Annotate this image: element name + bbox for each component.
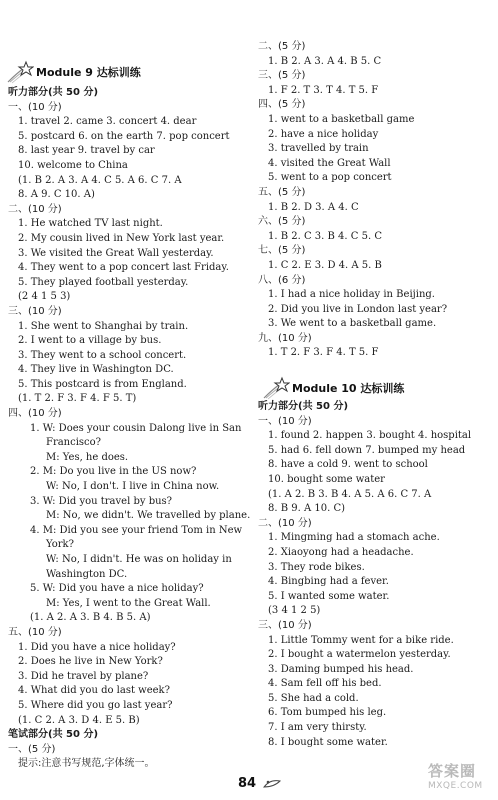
answer-line: 8. last year 9. travel by car	[18, 145, 155, 157]
section-heading: 一、(10 分)	[8, 101, 62, 113]
answer-line: (1. T 2. F 3. F 4. F 5. T)	[18, 393, 137, 405]
section-heading: 一、(10 分)	[258, 415, 312, 427]
section-heading: 八、(6 分)	[258, 274, 306, 286]
answer-line: 2. My cousin lived in New York last year.	[18, 232, 225, 244]
answer-line: 10. welcome to China	[18, 159, 128, 171]
answer-line: 1. W: Does your cousin Dalong live in San	[30, 422, 242, 434]
answer-line: 3. We visited the Great Wall yesterday.	[18, 247, 214, 259]
answer-line: 5. W: Did you have a nice holiday?	[30, 583, 204, 595]
answer-line: (1. A 2. B 3. B 4. A 5. A 6. C 7. A	[268, 488, 432, 500]
leaf-ornament-icon	[262, 777, 282, 791]
answer-line: 1. He watched TV last night.	[18, 218, 163, 230]
answer-line: 1. Mingming had a stomach ache.	[268, 532, 440, 544]
answer-line: 1. B 2. A 3. A 4. B 5. C	[268, 55, 382, 67]
page-number: 84	[238, 776, 257, 791]
answer-line: 5. This postcard is from England.	[18, 378, 187, 390]
answer-line: 3. They went to a school concert.	[18, 349, 187, 361]
section-heading: 一、(5 分)	[8, 743, 56, 755]
section-heading: 七、(5 分)	[258, 245, 306, 257]
answer-line: 8. have a cold 9. went to school	[268, 459, 428, 471]
answer-line: (2 4 1 5 3)	[18, 291, 71, 303]
answer-line: 4. They live in Washington DC.	[18, 364, 174, 376]
answer-line: 8. I bought some water.	[268, 736, 388, 748]
answer-line: 5. They played football yesterday.	[18, 276, 189, 288]
answer-line: 3. We went to a basketball game.	[268, 318, 437, 330]
answer-line: 4. Sam fell off his bed.	[268, 678, 382, 690]
answer-line: 5. went to a pop concert	[268, 172, 392, 184]
answer-line: W: No, I didn't. He was on holiday in	[46, 554, 232, 565]
answer-line: 4. M: Did you see your friend Tom in New	[30, 524, 243, 536]
answer-line: 1. F 2. T 3. T 4. T 5. F	[268, 84, 379, 96]
module10-body	[258, 400, 492, 750]
answer-line: 1. found 2. happen 3. bought 4. hospital	[268, 430, 472, 442]
answer-line: 1. Little Tommy went for a bike ride.	[268, 634, 454, 646]
section-heading: 三、(5 分)	[258, 70, 306, 82]
answer-line: 1. Did you have a nice holiday?	[18, 641, 176, 653]
answer-line: 5. had 6. fell down 7. bumped my head	[268, 444, 466, 456]
answer-line: 1. C 2. E 3. D 4. A 5. B	[268, 259, 382, 271]
answer-line: 6. Tom bumped his leg.	[268, 707, 387, 719]
section-heading: 六、(5 分)	[258, 216, 306, 228]
listening-header: 听力部分(共 50 分)	[8, 87, 99, 98]
watermark-logo: 答案圈 MXQE.COM	[428, 762, 483, 791]
left-column	[8, 86, 251, 772]
answer-line: 2. M: Do you live in the US now?	[30, 466, 197, 478]
section-heading: 三、(10 分)	[258, 619, 312, 631]
module9-heading	[6, 60, 141, 84]
section-heading: 三、(10 分)	[8, 305, 62, 317]
answer-line: M: Yes, he does.	[46, 451, 129, 463]
answer-line: 8. A 9. C 10. A)	[18, 189, 95, 201]
answer-line: 7. I am very thirsty.	[268, 722, 367, 734]
answer-line: York?	[46, 539, 74, 551]
writing-tip: 提示:注意书写规范,字体统一。	[18, 758, 155, 770]
answer-line: 5. She had a cold.	[268, 692, 359, 704]
section-heading: 四、(10 分)	[8, 408, 62, 420]
answer-line: 2. Does he live in New York?	[18, 656, 163, 668]
listening-header: 听力部分(共 50 分)	[258, 401, 349, 412]
section-heading: 五、(5 分)	[258, 186, 306, 198]
answer-line: (1. B 2. A 3. A 4. C 5. A 6. C 7. A	[18, 174, 182, 186]
writing-header: 笔试部分(共 50 分)	[8, 729, 99, 741]
answer-line: 3. Daming bumped his head.	[268, 663, 414, 675]
module9-title: Module 9 达标训练	[36, 66, 141, 79]
section-heading: 二、(10 分)	[8, 203, 62, 215]
section-heading: 九、(10 分)	[258, 332, 312, 344]
answer-line: M: Yes, I went to the Great Wall.	[46, 597, 211, 609]
answer-line: 1. went to a basketball game	[268, 113, 415, 125]
answer-line: 1. travel 2. came 3. concert 4. dear	[18, 116, 197, 128]
answer-line: 4. Bingbing had a fever.	[268, 576, 389, 588]
answer-line: W: No, I don't. I live in China now.	[46, 481, 220, 493]
answer-line: 3. They rode bikes.	[268, 561, 365, 573]
answer-line: 2. Xiaoyong had a headache.	[268, 546, 414, 558]
answer-line: 1. B 2. C 3. B 4. C 5. C	[268, 230, 382, 242]
section-heading: 二、(5 分)	[258, 41, 306, 52]
answer-line: 8. B 9. A 10. C)	[268, 503, 346, 515]
answer-line: 4. What did you do last week?	[18, 685, 170, 697]
answer-line: M: No, we didn't. We travelled by plane.	[46, 510, 251, 522]
answer-line: 2. I bought a watermelon yesterday.	[268, 649, 451, 661]
answer-line: 3. travelled by train	[268, 143, 369, 155]
section-heading: 四、(5 分)	[258, 99, 306, 111]
answer-line: 5. Where did you go last year?	[18, 699, 173, 711]
right-column	[258, 40, 492, 361]
answer-line: 3. Did he travel by plane?	[18, 670, 149, 682]
answer-line: 10. bought some water	[268, 473, 385, 485]
module10-title: Module 10 达标训练	[292, 382, 405, 395]
answer-line: (3 4 1 2 5)	[268, 605, 321, 617]
answer-line: 4. They went to a pop concert last Friday.	[18, 262, 229, 274]
answer-line: (1. C 2. A 3. D 4. E 5. B)	[18, 714, 140, 726]
answer-line: 1. B 2. D 3. A 4. C	[268, 201, 359, 213]
shooting-star-icon	[6, 60, 34, 84]
shooting-star-icon	[262, 376, 290, 400]
answer-line: 2. have a nice holiday	[268, 128, 379, 140]
answer-line: 1. I had a nice holiday in Beijing.	[268, 289, 435, 301]
answer-line: 5. I wanted some water.	[268, 590, 390, 602]
answer-line: Washington DC.	[46, 568, 128, 580]
answer-line: Francisco?	[46, 437, 102, 449]
section-heading: 二、(10 分)	[258, 517, 312, 529]
section-heading: 五、(10 分)	[8, 626, 62, 638]
answer-line: 2. I went to a village by bus.	[18, 335, 162, 347]
answer-line: 1. She went to Shanghai by train.	[18, 320, 189, 332]
answer-line: 2. Did you live in London last year?	[268, 303, 448, 315]
module10-heading	[262, 376, 404, 400]
answer-line: (1. A 2. A 3. B 4. B 5. A)	[30, 612, 151, 624]
answer-line: 5. postcard 6. on the earth 7. pop concert	[18, 130, 230, 142]
answer-line: 3. W: Did you travel by bus?	[30, 495, 173, 507]
answer-line: 1. T 2. F 3. F 4. T 5. F	[268, 347, 379, 359]
answer-line: 4. visited the Great Wall	[268, 157, 391, 169]
